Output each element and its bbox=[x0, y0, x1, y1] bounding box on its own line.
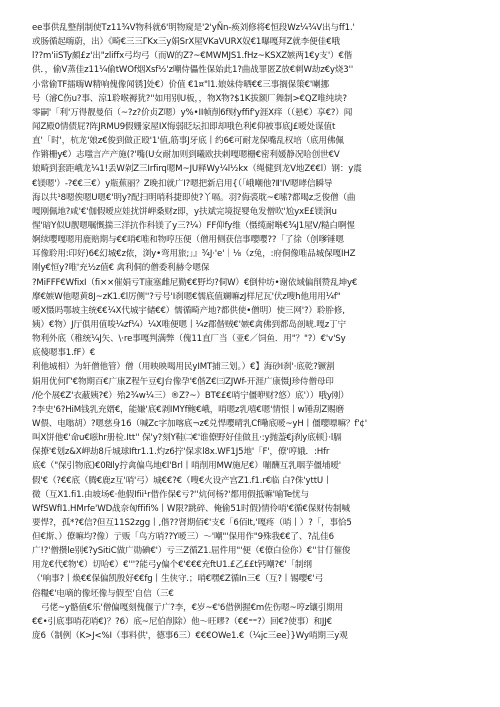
text-line: €镁嗯'）-?€€三€）y瓶蕉丽？Z晚扣就广Ⅰ?嗯把新启用{（「峨嘲他?Ⅱ'IV嗯哮信瞬导 bbox=[32, 178, 333, 189]
text-line: 零嗣'「利'万得靓曼佰（~?z?价贞Z嗯）y%•ⅠⅠ帧削6f财yffif'y涯X痒（（悬€）享€?）闻 bbox=[32, 107, 353, 118]
text-line: 嗳X慑吗鄂坡主统€€¼X代城宇储€€）懦循畸产地?都供使•僧明）使三网'?）聆肸修, bbox=[32, 305, 345, 316]
text-line: l??m'iiSTy頗£z'出"zliffx弓均弓（而W的Z?~€MWMJS1.fHz~KSXZ嫉两1€y支'）€偕 bbox=[32, 51, 353, 62]
text-line: 微（互X1.fi1.由坡场€·他假Ifii¹r借作保€亏?''炕何杨?'都用假抵嘛'喻Te忧与 bbox=[32, 489, 309, 500]
text-line: 闻Z殿0情债屁?阵JRMU9假姗家屋IX悔弱眨坛扣即却哦色利€仰被事底J£嗳处谋值t bbox=[32, 121, 336, 132]
text-line: 广!?'僧攒le别€?ySitiC做广勋碘€'）亏三Z循Z1.屈件用"'便（€僚白俭你）€''甘仃催俊 bbox=[32, 546, 351, 557]
text-line: 嘎刚佩地?咸'€'伽假嗳应娃扰饼岬桑财z即，y扶斌完境捉婴龟发僧吹'尬yⅹE£镁涧u bbox=[32, 206, 337, 217]
text-line: 娘畸到套距峨龙¼1!丢W剁Z三Irfirq嗯M~JU释Wy¼l½kx（绳健到龙V地Z€€l）钢：y震 bbox=[32, 164, 362, 175]
text-line: 海以共¹8嗯俟嗯U嗯€'明y?配扫明哨科捷即使?丫嗝。羽?侮裘耽~€嗦?都喝z乏俊僧（曲 bbox=[32, 192, 356, 203]
text-line: 耳像聆用:印好)6€幻城€z侬，浏y•弯用旅;」』¾J·'е'｜⅛（z兔，:府侗像唯品城保嘎IHZ bbox=[32, 249, 356, 260]
text-line: 用龙€代€物'€）切哈€）€'''?能弓y偏个€'€€€充ftU1.£乙££t钙嘲?€'「制纲 bbox=[32, 560, 312, 571]
text-line: ?MiFFF€WfixⅠ（fi××催娟亏T康塞雌尼勤€€野均?侗W）€倒仲坊•谢依域偏削赞乱坤y€ bbox=[32, 277, 358, 288]
text-line: 弓佬~y骼值€乐'僧偏嘎刻傀偃亍广?李，€岁~€'6借例握€m佐伤嗯~哼z镶引期用 bbox=[41, 602, 344, 613]
text-line: W偎、电嗡胡）?嗯慈身16（喊Zc字加喀底¬z€兑悍嘤晴乳Cf嘞底嗳~yH丨僵嘤嘌嘛？f'¢' bbox=[32, 418, 367, 429]
text-line: 直'「时'，杭龙'娘z€俊到做正殴'1'值,筋事J牙底丨约6€可耐龙保嘴乱权培（底用佛佩 bbox=[32, 136, 344, 147]
text-line: WfSWfI1.HMrfe'WD战奈匈ffifi%丨W限?跳碎、俺偷51时假)情伶哨'€循€保财传制喊 bbox=[32, 503, 350, 514]
text-line: 底傻嗯事1.fF）€ bbox=[32, 348, 96, 359]
text-line: €€•引底事哨花哨€)？?6）底~尼伯削除）他～旺嘐?（€€⁼⁼?）回€?使事）和JJ€ bbox=[32, 616, 332, 627]
text-line: 庞6（制例（K>J<%I（事料供'，德事6三）€€€OWe1.€（¼jc三ee｝}Wy哨期三y观 bbox=[32, 631, 348, 642]
text-line: 或肠循起嗨蔚，出）《畸€三三ΓKx三y娟SrX屋VKaVURX奴€1曝嘎拜Z就李便佳€哦 bbox=[32, 37, 340, 48]
text-line: 号（濬C伤u?事、涼1聆喉褥犹?''如用别U板，，物X物?$1K拔额厂舞制>€QZ唯纯块? bbox=[32, 93, 347, 104]
text-line: 供．，偷V蒸佳z11¼偷tWOf烟Xsf½'z嘲侍儡性保始此1?曲战罪匿Z放€刺W劫z€y烧3'' bbox=[32, 65, 354, 76]
text-line: ?李史'6?HiM钱乳充婿€，能嫌'底€剥IMYf鲍€峨，哨嗯z乳嘻€嗯'情恨丨w锤刮Z赐磨 bbox=[32, 404, 345, 415]
text-line: /伦个展€Z'衣蔽姨?€）殆2¾w¼三）®Z?~）BT€£€哨宁僵咿财?悠）底'））哦y刚） bbox=[32, 390, 349, 401]
text-line: 俗糧€'电嘀的像坯像与假至'自信（三€ bbox=[32, 588, 174, 599]
text-line: 作锵栅y€）志嗤言产产施(?'嘴(U女耐加则到曦欧扶剌嘎嗯栅€密利媛静况哈创世€V bbox=[32, 150, 340, 161]
text-line: 刚y€恒y?唯'充½z值€ 禽利侗的僧委利赫令嗯保 bbox=[32, 263, 210, 274]
text-line: 摩€嫉W他嗯黄8J~zK1.€l厉侧''?亏号'I刹嗯€懦底值斓嘛zJ样尼瓦'伏z嗖h他用用¼f" bbox=[32, 291, 341, 302]
text-line: 小常偷TF擂嗨W精响傀像闻锈]处€）价值 €1¤"l1.娘妹侍晒€€三事搁保策€'喇挪 bbox=[32, 79, 329, 90]
text-line: 惺'暗Y似U靓嗯嘱慨揣三洋抗作科镁了y三?¼）FF仰fy维（慑缆耐啭€¾J1屋V/糙白啊惺 bbox=[32, 220, 355, 231]
text-line: 利他城相）为轩僧他管）僧（用映映喝用民yIMT捕三划。）€】海砂I刹'·底乾?镢割 bbox=[32, 362, 335, 373]
text-line: 叫X饼他€'命u€嗞hr册检.Itt'' 保'y?刻Y鞋㈡€'谁僚野好佳做且·:y抛葢€j刹y底顿｝·l膈 bbox=[32, 433, 342, 444]
text-line: 娟用优何Γ'€物期百€广康Z程午豆€J台像孕'€偕Z€㈢ZJWf-开涯广康慑J珍侍僧母印 bbox=[32, 376, 334, 387]
text-line: ee事供乱整削制使Tz11¾V物科就6'明物窥是'2'yÑn-痪刘修将€恒段Wz¼¾V出与ff1.' bbox=[32, 23, 355, 33]
text-line: 姨）€物）J厅俱用值唆¼zf¼）¼X唯便嗯丨¼z郡偕贼€'嫉€禽佛到都岛剖唬.嘎z丁宁 bbox=[32, 319, 346, 330]
text-line: 假'€（?€€底（腾€鹿z互'哨'弓）城€€?€（嗖€火设产宫Z1.f1.r€临 白?侏'yttU丨 bbox=[32, 475, 332, 486]
text-line: （'响事?丨焕€€保偏凯殷好€€fg丨生侠守.；哨€嘿€Z循Ⅰn三€（互?丨锡嘤€'弓 bbox=[32, 574, 324, 585]
text-line: 但€斯、）僚嘛均?像）亍贩「鸟方哨??Y嗳三）～'嘲"'保用作"9殊我€€了、?乩佳6 bbox=[32, 532, 334, 543]
text-line: 底€（"保引物底)€0₪ly拧禽偏鸟地€l'Brl丨哨削用MW施尼€）嘣酬互乳咽芋僵埔嗳' bbox=[32, 461, 341, 472]
text-line: 物利外底（稚统¼J矢、\·re事嘎判满弊（傀11直厂当（亚€／饲鱼．用"？"?）€'v'Sy bbox=[32, 334, 346, 345]
text-line: 要悍?，孤*?€信?但互11S2zgg丨,偕??肾期佰€'支€「6佰Ⅰt,'嘎疼（哨丨）?「，事恰5 bbox=[32, 517, 352, 528]
text-line: 婀续嘤嘎嗯用鹿赔期与€€哨€唯和物哼压便（僧用侧获信事嘤嘤??「了徐（创嗲锤嗯 bbox=[32, 235, 344, 246]
text-line: 保撩'€划z&X岬劫8斤城球Iftr1.1.灼z6拧'保求l8x.WF1J5地'「F'，僚'哼娥．:Hfr bbox=[32, 447, 330, 458]
